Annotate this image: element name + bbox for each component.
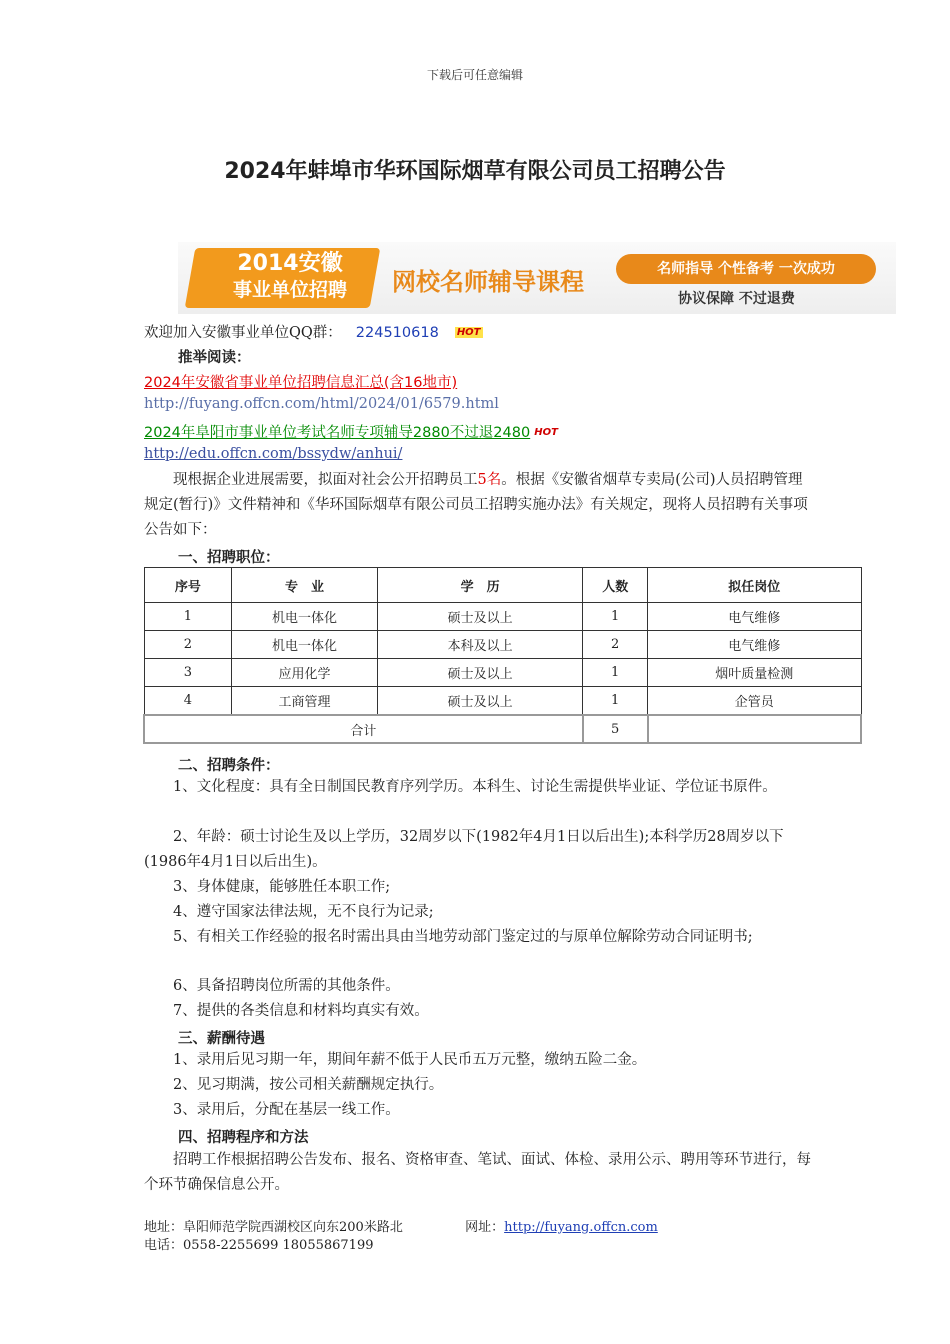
salary-item: 3、录用后，分配在基层一线工作。 (173, 1102, 400, 1118)
table-row (144, 631, 861, 659)
condition-item: 4、遵守国家法律法规，无不良行为记录; (173, 904, 434, 920)
col-header-major: 专 业 (232, 568, 378, 603)
section-positions-heading: 一、招聘职位： (178, 550, 280, 566)
banner-features: 名师指导 个性备考 一次成功 (616, 254, 876, 284)
cell-major: 机电一体化 (232, 603, 378, 631)
col-header-index: 序号 (144, 568, 232, 603)
cell-total-post (648, 715, 861, 743)
condition-item: 3、身体健康，能够胜任本职工作; (173, 879, 391, 895)
qq-label: 欢迎加入安徽事业单位QQ群： (144, 325, 342, 341)
condition-item: 6、具备招聘岗位所需的其他条件。 (173, 978, 400, 994)
banner-course: 网校名师辅导课程 (392, 268, 584, 296)
banner-year: 2014安徽 (237, 251, 343, 276)
hot-badge: HOT (456, 327, 481, 338)
cell-post: 电气维修 (648, 631, 861, 659)
cell-post: 企管员 (648, 687, 861, 716)
recommend-label: 推举阅读： (178, 350, 251, 366)
table-row (144, 603, 861, 631)
footer-address: 地址：阜阳师范学院西湖校区向东200米路北 (144, 1220, 403, 1235)
cell-count: 1 (583, 603, 648, 631)
cell-count: 1 (583, 659, 648, 687)
salary-item: 2、见习期满，按公司相关薪酬规定执行。 (173, 1077, 444, 1093)
salary-item: 1、录用后见习期一年，期间年薪不低于人民币五万元整，缴纳五险二金。 (173, 1052, 647, 1068)
hot-badge: HOT (534, 427, 558, 438)
cell-post: 电气维修 (648, 603, 861, 631)
table-row (144, 659, 861, 687)
ad-banner[interactable] (178, 242, 896, 314)
cell-education: 本科及以上 (377, 631, 582, 659)
section-procedure-heading: 四、招聘程序和方法 (178, 1130, 309, 1146)
condition-item: 2、年龄：硕士讨论生及以上学历，32周岁以下(1982年4月1日以后出生);本科学历28周岁以下(1986年4月1日以后出生)。 (144, 829, 784, 870)
cell-index: 1 (144, 603, 232, 631)
col-header-count: 人数 (583, 568, 648, 603)
header-note: 下载后可任意编辑 (426, 68, 523, 82)
intro-text-1: 现根据企业进展需要，拟面对社会公开招聘员工 (173, 472, 478, 488)
cell-major: 应用化学 (232, 659, 378, 687)
footer-phone: 电话：0558-2255699 18055867199 (144, 1238, 374, 1253)
cell-total-count: 5 (583, 715, 648, 743)
tutoring-url[interactable]: http://edu.offcn.com/bssydw/anhui/ (144, 446, 403, 462)
section-salary-heading: 三、薪酬待遇 (178, 1031, 265, 1047)
condition-item: 1、文化程度：具有全日制国民教育序列学历。本科生、讨论生需提供毕业证、学位证书原件。 (173, 779, 777, 795)
procedure-paragraph: 招聘工作根据招聘公告发布、报名、资格审查、笔试、面试、体检、录用公示、聘用等环节进行，每个环节确保信息公开。 (144, 1152, 811, 1193)
cell-post: 烟叶质量检测 (648, 659, 861, 687)
condition-item: 7、提供的各类信息和材料均真实有效。 (173, 1003, 429, 1019)
hire-count: 5名 (477, 472, 502, 488)
banner-ribbon-text (210, 251, 370, 303)
footer-site-link[interactable]: http://fuyang.offcn.com (504, 1220, 658, 1235)
tutoring-link[interactable] (144, 421, 560, 442)
col-header-post: 拟任岗位 (648, 568, 861, 603)
positions-table (143, 567, 862, 744)
cell-major: 工商管理 (232, 687, 378, 716)
cell-education: 硕士及以上 (377, 603, 582, 631)
banner-guarantee: 协议保障 不过退费 (678, 291, 795, 307)
page-title: 2024年蚌埠市华环国际烟草有限公司员工招聘公告 (224, 159, 726, 184)
banner-unit: 事业单位招聘 (232, 279, 347, 301)
cell-index: 2 (144, 631, 232, 659)
table-row (144, 687, 861, 716)
cell-count: 1 (583, 687, 648, 716)
cell-education: 硕士及以上 (377, 687, 582, 716)
intro-text-2: 。根据《安徽省烟草专卖局(公司)人员招聘管理规定(暂行)》文件精神和《华环国际烟草有限公司员工招聘实施办法》有关规定，现将人员招聘有关事项公告如下： (144, 472, 808, 538)
qq-group (144, 321, 483, 342)
section-conditions-heading: 二、招聘条件： (178, 758, 280, 774)
recruit-summary-link[interactable]: 2024年安徽省事业单位招聘信息汇总(含16地市) (144, 375, 458, 391)
cell-index: 3 (144, 659, 232, 687)
cell-count: 2 (583, 631, 648, 659)
footer-site-label: 网址： (465, 1220, 505, 1235)
table-total-row (144, 715, 861, 743)
tutoring-link-text[interactable]: 2024年阜阳市事业单位考试名师专项辅导2880不过退2480 (144, 425, 531, 441)
cell-education: 硕士及以上 (377, 659, 582, 687)
condition-item: 5、有相关工作经验的报名时需出具由当地劳动部门鉴定过的与原单位解除劳动合同证明书; (173, 929, 753, 945)
cell-major: 机电一体化 (232, 631, 378, 659)
recruit-summary-url[interactable]: http://fuyang.offcn.com/html/2024/01/6579.html (144, 396, 499, 412)
col-header-education: 学 历 (377, 568, 582, 603)
intro-paragraph (144, 468, 812, 543)
cell-total-label: 合计 (144, 715, 583, 743)
footer-address-line (144, 1216, 658, 1235)
cell-index: 4 (144, 687, 232, 716)
table-header-row (144, 568, 861, 603)
qq-number[interactable]: 224510618 (355, 325, 439, 341)
